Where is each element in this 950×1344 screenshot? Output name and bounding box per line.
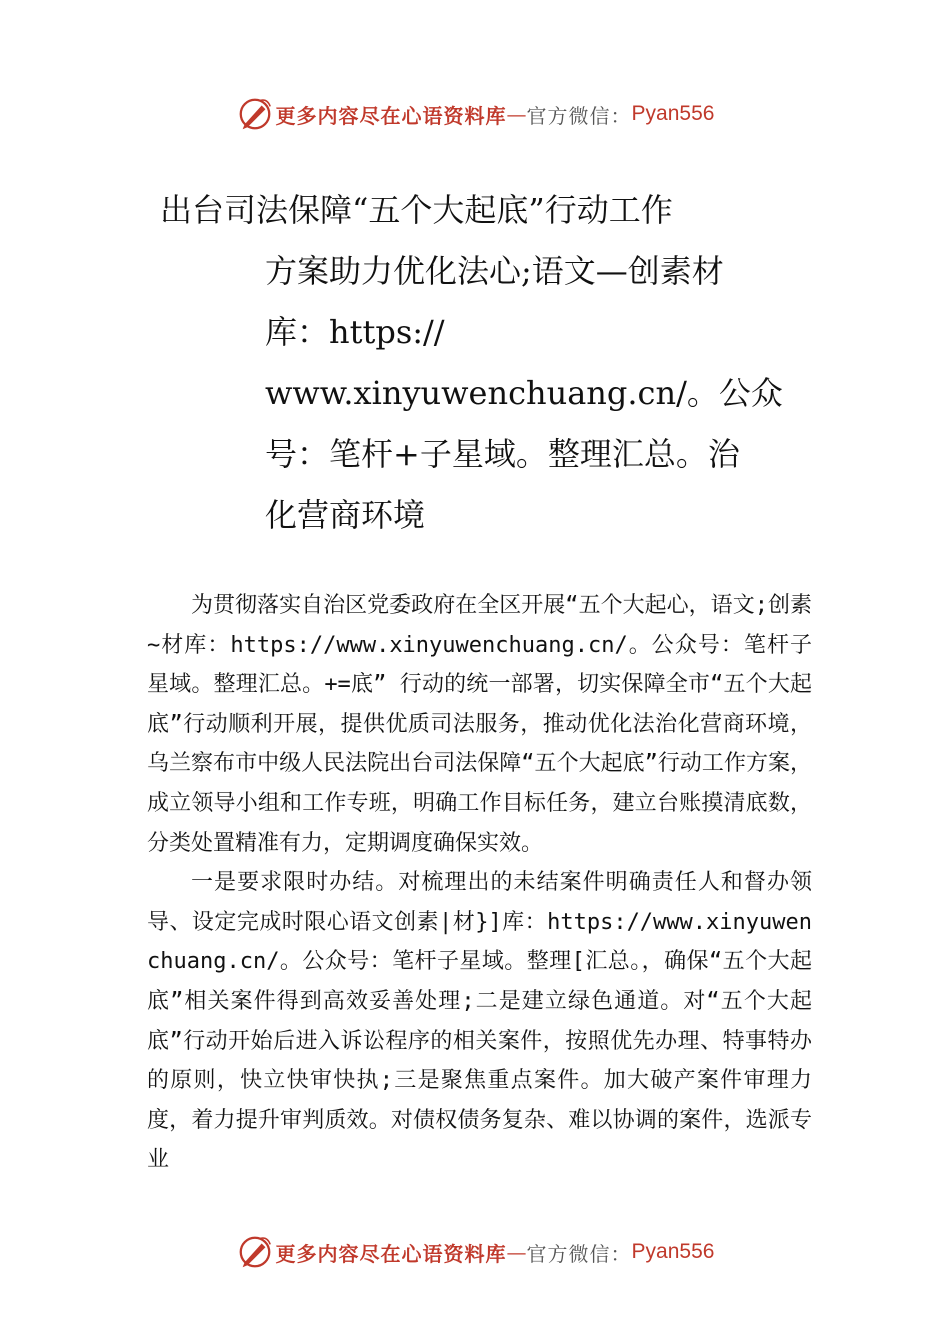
banner-brand-text: 更多内容尽在心语资料库 xyxy=(275,103,507,128)
header-banner xyxy=(0,94,950,134)
banner-wechat-label: 官方微信： xyxy=(526,1241,632,1266)
banner-brand-text: 更多内容尽在心语资料库 xyxy=(275,1241,507,1266)
body-paragraph: 为贯彻落实自治区党委政府在全区开展“五个大起心，语文;创素~材库：https://www.xinyuwenchuang.cn/。公众号：笔杆子星域。整理汇总。+=底” 行动的统一部署，切实保障全市“五个大起底”行动顺利开展，提供优质司法服务，推动优化法治化营商环境，乌兰察布市中级人民法院出台司法保障“五个大起底”行动工作方案，成立领导小组和工作专班，明确工作目标任务，建立台账摸清底数，分类处置精准有力，定期调度确保实效。 xyxy=(147,593,812,856)
banner-separator: — xyxy=(506,102,527,126)
document-title xyxy=(0,180,950,546)
footer-banner xyxy=(0,1232,950,1272)
title-line: 库：https:// xyxy=(265,313,445,351)
title-line: 化营商环境 xyxy=(265,496,426,534)
body-paragraph: 一是要求限时办结。对梳理出的未结案件明确责任人和督办领导、设定完成时限心语文创素|材}]库：https://www.xinyuwenchuang.cn/。公众号：笔杆子星域。整理[汇总。，确保“五个大起底”相关案件得到高效妥善处理;二是建立绿色通道。对“五个大起底”行动开始后进入诉讼程序的相关案件，按照优先办理、特事特办的原则，快立快审快执;三是聚焦重点案件。加大破产案件审理力度，着力提升审判质效。对债权债务复杂、难以协调的案件，选派专业 xyxy=(147,870,812,1173)
banner-wechat-label: 官方微信： xyxy=(526,103,632,128)
title-line: www.xinyuwenchuang.cn/。公众 xyxy=(265,374,783,412)
title-line: 方案助力优化法心;语文—创素材 xyxy=(265,252,724,290)
pen-nib-logo-icon xyxy=(236,95,274,133)
document-body xyxy=(147,586,812,1180)
banner-wechat-id: Pyan556 xyxy=(631,102,715,125)
title-line: 出台司法保障“五个大起底”行动工作 xyxy=(160,191,673,229)
pen-nib-logo-icon xyxy=(236,1233,274,1271)
banner-separator: — xyxy=(506,1240,527,1264)
banner-wechat-id: Pyan556 xyxy=(631,1240,715,1263)
title-line: 号：笔杆+子星域。整理汇总。治 xyxy=(265,435,740,473)
